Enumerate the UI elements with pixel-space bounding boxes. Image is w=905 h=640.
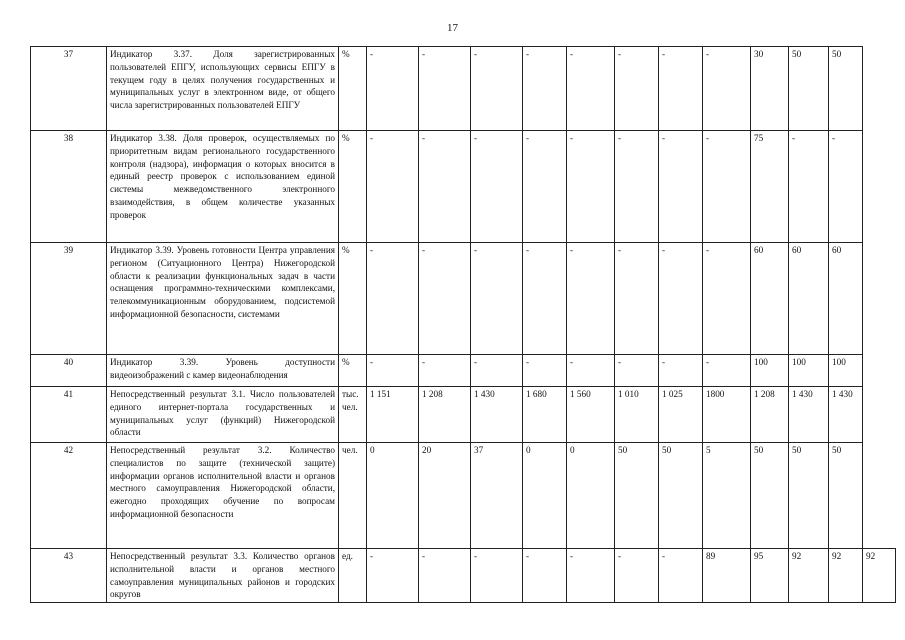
value-cell: 95 (751, 549, 789, 603)
value-cell: 1800 (703, 387, 751, 443)
value-cell: 1 151 (367, 387, 419, 443)
value-cell: - (659, 355, 703, 387)
value-cell: 30 (751, 47, 789, 131)
description-cell: Индикатор 3.39. Уровень доступности видеоизображений с камер видеонаблюдения (107, 355, 339, 387)
value-cell: - (567, 355, 615, 387)
value-cell: 1 430 (471, 387, 523, 443)
row-number-cell: 42 (31, 443, 107, 549)
value-cell: - (367, 355, 419, 387)
value-cell: - (659, 549, 703, 603)
value-cell: 1 208 (751, 387, 789, 443)
value-cell: - (615, 47, 659, 131)
value-cell: 1 208 (419, 387, 471, 443)
value-cell: - (829, 131, 863, 243)
value-cell: - (789, 131, 829, 243)
row-number-cell: 43 (31, 549, 107, 603)
unit-cell: тыс. чел. (339, 387, 367, 443)
value-cell: 50 (789, 47, 829, 131)
value-cell: - (419, 131, 471, 243)
value-cell: - (659, 131, 703, 243)
value-cell: 50 (829, 443, 863, 549)
indicator-table (30, 46, 896, 603)
value-cell: 1 430 (789, 387, 829, 443)
value-cell: 60 (751, 243, 789, 355)
value-cell: - (419, 355, 471, 387)
value-cell: - (659, 47, 703, 131)
table-row (31, 47, 896, 131)
unit-cell: % (339, 131, 367, 243)
value-cell: 100 (789, 355, 829, 387)
value-cell: - (567, 47, 615, 131)
row-number-cell: 37 (31, 47, 107, 131)
table-row (31, 549, 896, 603)
value-cell: - (703, 47, 751, 131)
value-cell: - (471, 549, 523, 603)
value-cell: - (659, 243, 703, 355)
unit-cell: чел. (339, 443, 367, 549)
value-cell: 1 430 (829, 387, 863, 443)
value-cell: 50 (751, 443, 789, 549)
value-cell: - (523, 47, 567, 131)
value-cell: - (615, 243, 659, 355)
value-cell: 1 010 (615, 387, 659, 443)
value-cell: - (567, 549, 615, 603)
value-cell: - (471, 47, 523, 131)
value-cell: 100 (829, 355, 863, 387)
value-cell: 92 (789, 549, 829, 603)
row-number-cell: 40 (31, 355, 107, 387)
row-number-cell: 39 (31, 243, 107, 355)
value-cell: - (471, 131, 523, 243)
value-cell: 1 560 (567, 387, 615, 443)
value-cell: - (419, 47, 471, 131)
value-cell: 0 (567, 443, 615, 549)
value-cell: - (567, 131, 615, 243)
description-cell: Индикатор 3.37. Доля зарегистрированных пользователей ЕПГУ, использующих сервисы ЕПГУ в текущем году в целях получения государственных и муниципальных услуг в электронном виде, от общего числа зарегистрированных пользователей ЕПГУ (107, 47, 339, 131)
value-cell: 60 (789, 243, 829, 355)
value-cell: 50 (615, 443, 659, 549)
value-cell: 37 (471, 443, 523, 549)
value-cell: 60 (829, 243, 863, 355)
value-cell: - (367, 131, 419, 243)
value-cell: 0 (523, 443, 567, 549)
row-number-cell: 41 (31, 387, 107, 443)
value-cell: 1 680 (523, 387, 567, 443)
value-cell: - (703, 243, 751, 355)
value-cell: 20 (419, 443, 471, 549)
description-cell: Индикатор 3.39. Уровень готовности Центра управления регионом (Ситуационного Центра) Нижегородской области к реализации функциональных задач в части оснащения программно-техническими комплексами, телекоммуникационным оборудованием, подсистемой информационной безопасности, системами (107, 243, 339, 355)
description-cell: Непосредственный результат 3.2. Количество специалистов по защите (технической защите) информации органов исполнительной власти и органов местного самоуправления Нижегородской области, ежегодно проходящих обучение по вопросам информационной безопасности (107, 443, 339, 549)
value-cell: 50 (789, 443, 829, 549)
value-cell: - (523, 243, 567, 355)
description-cell: Непосредственный результат 3.3. Количество органов исполнительной власти и органов местного самоуправления муниципальных районов и городских округов (107, 549, 339, 603)
description-cell: Непосредственный результат 3.1. Число пользователей единого интернет-портала государственных и муниципальных услуг (функций) Нижегородской области (107, 387, 339, 443)
table-body (31, 47, 896, 603)
value-cell: 75 (751, 131, 789, 243)
value-cell: - (703, 131, 751, 243)
unit-cell: % (339, 355, 367, 387)
value-cell: 89 (703, 549, 751, 603)
table-row (31, 131, 896, 243)
table-row (31, 243, 896, 355)
value-cell: 50 (829, 47, 863, 131)
value-cell: - (367, 243, 419, 355)
value-cell: - (419, 549, 471, 603)
value-cell: - (471, 355, 523, 387)
value-cell: - (419, 243, 471, 355)
value-cell: 1 025 (659, 387, 703, 443)
value-cell: 5 (703, 443, 751, 549)
value-cell: - (367, 47, 419, 131)
value-cell: 100 (751, 355, 789, 387)
value-cell: 0 (367, 443, 419, 549)
value-cell: - (703, 355, 751, 387)
unit-cell: % (339, 243, 367, 355)
unit-cell: ед. (339, 549, 367, 603)
value-cell: - (523, 131, 567, 243)
description-cell: Индикатор 3.38. Доля проверок, осуществляемых по приоритетным видам регионального государственного контроля (надзора), информация о которых вносится в единый реестр проверок с использованием единой системы межведомственного электронного взаимодействия, в общем количестве указанных проверок (107, 131, 339, 243)
value-cell: - (471, 243, 523, 355)
row-number-cell: 38 (31, 131, 107, 243)
value-cell: - (523, 355, 567, 387)
value-cell: - (615, 131, 659, 243)
value-cell: 92 (829, 549, 863, 603)
table-row (31, 443, 896, 549)
value-cell: 92 (863, 549, 896, 603)
value-cell: - (615, 549, 659, 603)
value-cell: - (615, 355, 659, 387)
unit-cell: % (339, 47, 367, 131)
value-cell: - (367, 549, 419, 603)
value-cell: - (523, 549, 567, 603)
value-cell: 50 (659, 443, 703, 549)
value-cell: - (567, 243, 615, 355)
page-number: 17 (447, 22, 458, 34)
table-row (31, 387, 896, 443)
table-row (31, 355, 896, 387)
